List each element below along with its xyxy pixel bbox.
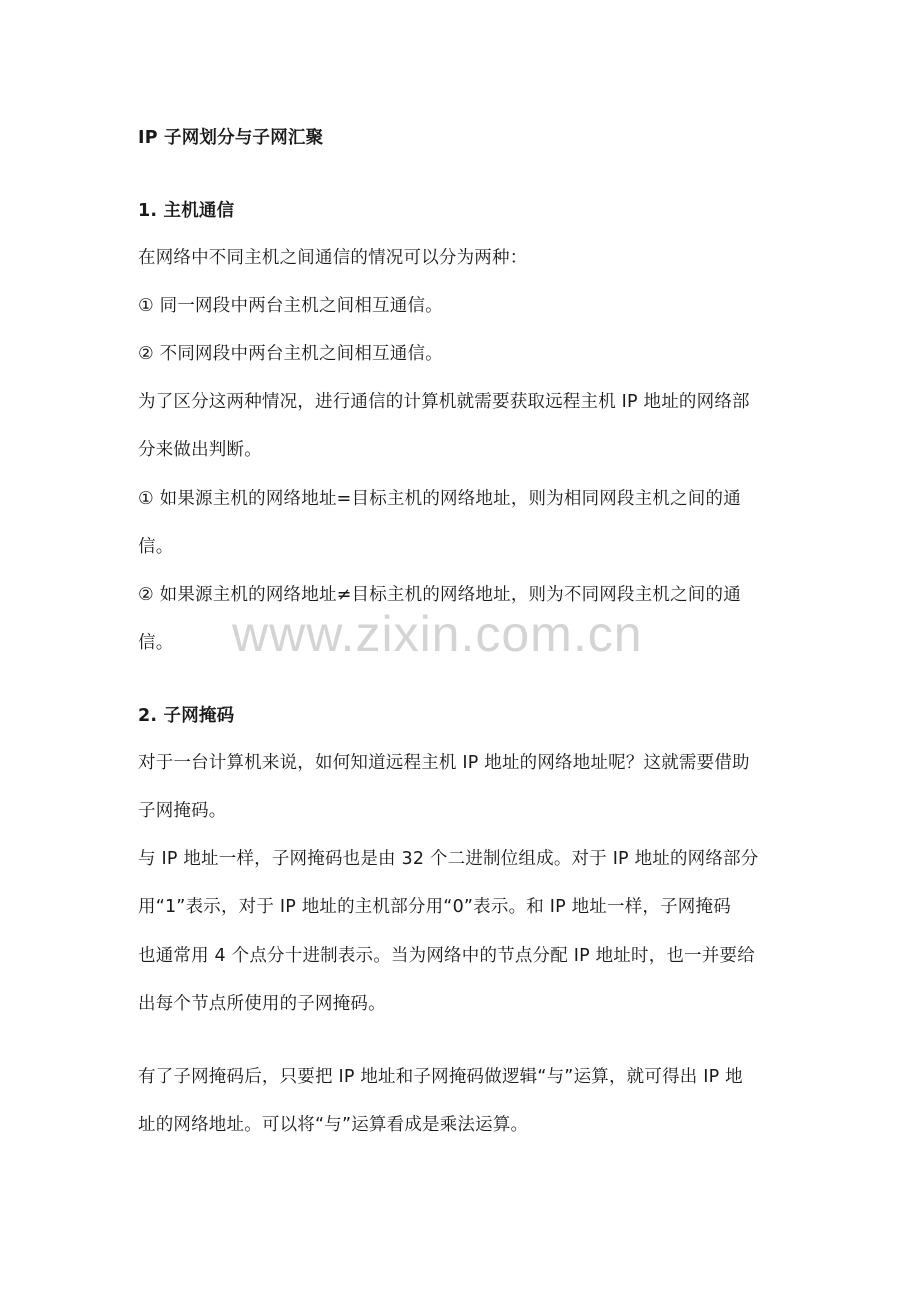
list-item: ② 如果源主机的网络地址≠目标主机的网络地址，则为不同网段主机之间的通 [138, 585, 741, 605]
section-1-heading: 1. 主机通信 [138, 201, 235, 221]
list-item-continuation: 信。 [138, 633, 174, 653]
list-item: ② 不同网段中两台主机之间相互通信。 [138, 344, 443, 364]
watermark: www.zixin.com.cn [232, 606, 643, 662]
paragraph-line: 址的网络地址。可以将“与”运算看成是乘法运算。 [138, 1115, 529, 1135]
paragraph-line: 为了区分这两种情况，进行通信的计算机就需要获取远程主机 IP 地址的网络部 [138, 392, 750, 412]
paragraph-line: 有了子网掩码后，只要把 IP 地址和子网掩码做逻辑“与”运算，就可得出 IP 地 [138, 1067, 743, 1087]
paragraph-line: 用“1”表示，对于 IP 地址的主机部分用“0”表示。和 IP 地址一样，子网掩码 [138, 897, 731, 917]
list-item: ① 如果源主机的网络地址=目标主机的网络地址，则为相同网段主机之间的通 [138, 489, 741, 509]
document-title: IP 子网划分与子网汇聚 [138, 128, 324, 148]
paragraph-line: 在网络中不同主机之间通信的情况可以分为两种： [138, 248, 528, 268]
paragraph-line: 对于一台计算机来说，如何知道远程主机 IP 地址的网络地址呢？这就需要借助 [138, 753, 750, 773]
list-item-continuation: 信。 [138, 537, 174, 557]
list-item: ① 同一网段中两台主机之间相互通信。 [138, 296, 443, 316]
section-2-heading: 2. 子网掩码 [138, 706, 235, 726]
paragraph-line: 出每个节点所使用的子网掩码。 [138, 994, 386, 1014]
paragraph-line: 也通常用 4 个点分十进制表示。当为网络中的节点分配 IP 地址时，也一并要给 [138, 946, 755, 966]
paragraph-line: 分来做出判断。 [138, 440, 262, 460]
paragraph-line: 子网掩码。 [138, 801, 227, 821]
paragraph-line: 与 IP 地址一样，子网掩码也是由 32 个二进制位组成。对于 IP 地址的网络部分 [138, 849, 759, 869]
